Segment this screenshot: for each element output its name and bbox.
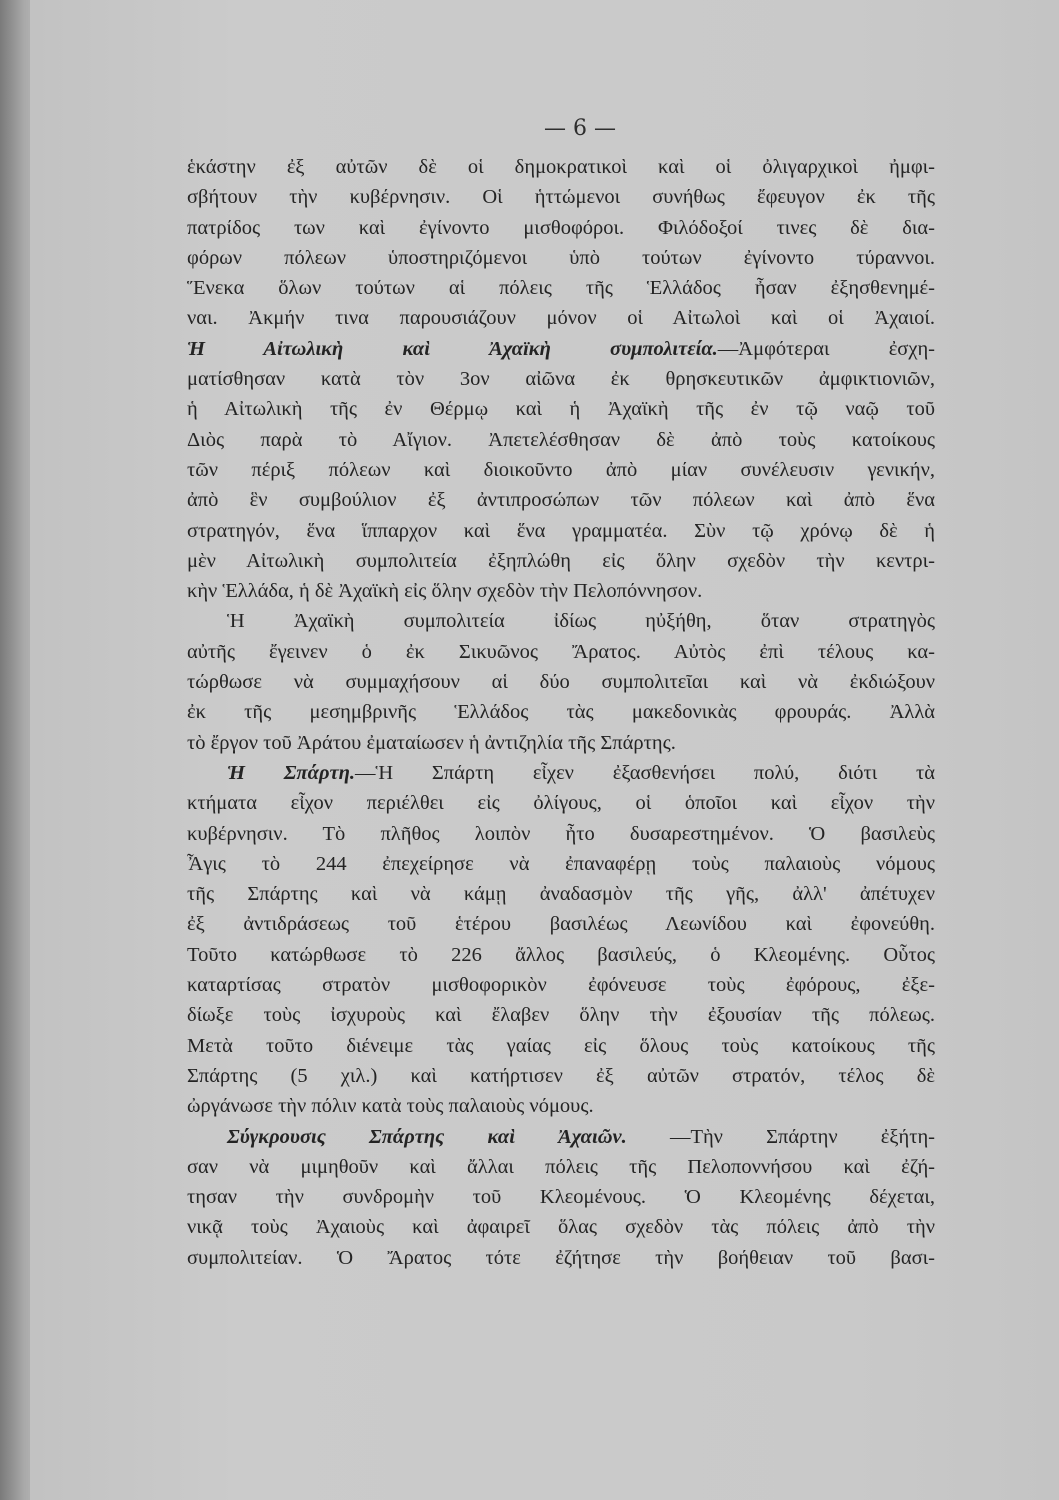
line-text: αὐτῆς ἔγεινεν ὁ ἐκ Σικυῶνος Ἄρατος. Αὐτὸς ἐπὶ τέλους κα- — [187, 640, 935, 663]
body-text — [187, 152, 935, 1273]
line-text: τησαν τὴν συνδρομὴν τοῦ Κλεομένους. Ὁ Κλεομένης δέχεται, — [187, 1186, 935, 1209]
text-line — [187, 606, 935, 636]
line-text: Σπάρτης (5 χιλ.) καὶ κατήρτισεν ἐξ αὐτῶν στρατόν, τέλος δὲ — [187, 1064, 935, 1087]
text-line — [187, 909, 935, 939]
text-line — [187, 334, 935, 364]
line-text: νικᾷ τοὺς Ἀχαιοὺς καὶ ἀφαιρεῖ ὅλας σχεδὸν τὰς πόλεις ἀπὸ τὴν — [187, 1216, 935, 1239]
line-text: —Ἡ Σπάρτη εἶχεν ἐξασθενήσει πολύ, διότι τὰ — [354, 761, 935, 784]
text-line — [187, 182, 935, 212]
line-text: κὴν Ἑλλάδα, ἡ δὲ Ἀχαϊκὴ εἰς ὅλην σχεδὸν τὴν Πελοπόννησον. — [187, 580, 703, 603]
text-line — [187, 1122, 935, 1152]
text-line — [187, 152, 935, 182]
text-line — [187, 1091, 935, 1121]
line-text: ἐξ ἀντιδράσεως τοῦ ἑτέρου βασιλέως Λεωνίδου καὶ ἐφονεύθη. — [187, 913, 935, 936]
text-line — [187, 1212, 935, 1242]
line-text: πατρίδος των καὶ ἐγίνοντο μισθοφόροι. Φιλόδοξοί τινες δὲ δια- — [187, 216, 935, 239]
line-text: μὲν Αἰτωλικὴ συμπολιτεία ἐξηπλώθη εἰς ὅλην σχεδὸν τὴν κεντρι- — [187, 549, 935, 572]
section-heading: Ἡ Αἰτωλικὴ καὶ Ἀχαϊκὴ συμπολιτεία. — [187, 337, 718, 360]
text-line — [187, 1031, 935, 1061]
text-line — [187, 1152, 935, 1182]
line-text: σαν νὰ μιμηθοῦν καὶ ἄλλαι πόλεις τῆς Πελοποννήσου καὶ ἐζή- — [187, 1155, 935, 1178]
line-text: τώρθωσε νὰ συμμαχήσουν αἱ δύο συμπολιτεῖαι καὶ νὰ ἐκδιώξουν — [187, 671, 935, 694]
text-line — [187, 1182, 935, 1212]
line-text: —Τὴν Σπάρτην ἐξήτη- — [626, 1125, 936, 1148]
line-text: καταρτίσας στρατὸν μισθοφορικὸν ἐφόνευσε τοὺς ἐφόρους, ἐξε- — [187, 974, 935, 997]
line-text: τῆς Σπάρτης καὶ νὰ κάμῃ ἀναδασμὸν τῆς γῆς, ἀλλ' ἀπέτυχεν — [187, 883, 935, 906]
line-text: φόρων πόλεων ὑποστηριζόμενοι ὑπὸ τούτων ἐγίνοντο τύραννοι. — [187, 246, 935, 269]
line-text: τῶν πέριξ πόλεων καὶ διοικοῦντο ἀπὸ μίαν συνέλευσιν γενικήν, — [187, 458, 935, 481]
text-line — [187, 455, 935, 485]
text-line — [187, 788, 935, 818]
line-text: κτήματα εἶχον περιέλθει εἰς ὀλίγους, οἱ ὁποῖοι καὶ εἶχον τὴν — [187, 792, 935, 815]
line-text: ἐκ τῆς μεσημβρινῆς Ἑλλάδος τὰς μακεδονικὰς φρουράς. Ἀλλὰ — [187, 701, 935, 724]
text-line — [187, 970, 935, 1000]
text-line — [187, 879, 935, 909]
text-line — [187, 394, 935, 424]
section-heading: Σύγκρουσις Σπάρτης καὶ Ἀχαιῶν. — [227, 1125, 627, 1148]
line-text: δίωξε τοὺς ἰσχυροὺς καὶ ἔλαβεν ὅλην τὴν ἐξουσίαν τῆς πόλεως. — [187, 1004, 935, 1027]
page-number: — 6 — — [544, 116, 616, 141]
section-heading: Ἡ Σπάρτη. — [227, 761, 355, 784]
line-text: ἡ Αἰτωλικὴ τῆς ἐν Θέρμῳ καὶ ἡ Ἀχαϊκὴ τῆς ἐν τῷ ναῷ τοῦ — [187, 398, 935, 421]
line-text: Διὸς παρὰ τὸ Αἴγιον. Ἀπετελέσθησαν δὲ ἀπὸ τοὺς κατοίκους — [187, 428, 935, 451]
line-text: σβήτουν τὴν κυβέρνησιν. Οἱ ἡττώμενοι συνήθως ἔφευγον ἐκ τῆς — [187, 186, 935, 209]
line-text: τὸ ἔργον τοῦ Ἀράτου ἐματαίωσεν ἡ ἀντιζηλία τῆς Σπάρτης. — [187, 731, 676, 754]
line-text: Μετὰ τοῦτο διένειμε τὰς γαίας εἰς ὅλους τοὺς κατοίκους τῆς — [187, 1034, 935, 1057]
line-text: Τοῦτο κατώρθωσε τὸ 226 ἄλλος βασιλεύς, ὁ Κλεομένης. Οὗτος — [187, 943, 935, 966]
text-line — [187, 485, 935, 515]
text-line — [187, 273, 935, 303]
text-line — [187, 940, 935, 970]
line-text: Ἆγις τὸ 244 ἐπεχείρησε νὰ ἐπαναφέρῃ τοὺς παλαιοὺς νόμους — [187, 852, 935, 875]
text-line — [187, 758, 935, 788]
text-line — [187, 364, 935, 394]
text-line — [187, 667, 935, 697]
text-line — [187, 1000, 935, 1030]
line-text: ματίσθησαν κατὰ τὸν 3ον αἰῶνα ἐκ θρησκευτικῶν ἀμφικτιονιῶν, — [187, 368, 935, 391]
text-line — [187, 728, 935, 758]
text-line — [187, 425, 935, 455]
line-text: ναι. Ἀκμήν τινα παρουσιάζουν μόνον οἱ Αἰτωλοὶ καὶ οἱ Ἀχαιοί. — [187, 307, 935, 330]
text-line — [187, 697, 935, 727]
line-text: ἀπὸ ἓν συμβούλιον ἐξ ἀντιπροσώπων τῶν πόλεων καὶ ἀπὸ ἕνα — [187, 489, 935, 512]
text-line — [187, 516, 935, 546]
text-line — [187, 576, 935, 606]
line-text: Ἡ Ἀχαϊκὴ συμπολιτεία ἰδίως ηὐξήθη, ὅταν στρατηγὸς — [227, 610, 935, 633]
text-line — [187, 1061, 935, 1091]
text-line — [187, 243, 935, 273]
line-text: ἑκάστην ἐξ αὐτῶν δὲ οἱ δημοκρατικοὶ καὶ οἱ ὀλιγαρχικοὶ ἠμφι- — [187, 156, 935, 178]
text-line — [187, 546, 935, 576]
text-line — [187, 213, 935, 243]
line-text: Ἕνεκα ὅλων τούτων αἱ πόλεις τῆς Ἑλλάδος ἦσαν ἐξησθενημέ- — [187, 277, 935, 300]
text-line — [187, 819, 935, 849]
text-line — [187, 637, 935, 667]
line-text: ὠργάνωσε τὴν πόλιν κατὰ τοὺς παλαιοὺς νόμους. — [187, 1095, 594, 1118]
line-text: στρατηγόν, ἕνα ἵππαρχον καὶ ἕνα γραμματέα. Σὺν τῷ χρόνῳ δὲ ἡ — [187, 519, 935, 542]
text-line — [187, 849, 935, 879]
text-line — [187, 1243, 935, 1273]
line-text: συμπολιτείαν. Ὁ Ἄρατος τότε ἐζήτησε τὴν βοήθειαν τοῦ βασι- — [187, 1246, 935, 1269]
line-text: —Ἀμφότεραι ἐσχη- — [717, 337, 935, 360]
text-line — [187, 303, 935, 333]
line-text: κυβέρνησιν. Τὸ πλῆθος λοιπὸν ἦτο δυσαρεστημένον. Ὁ βασιλεὺς — [187, 822, 935, 845]
